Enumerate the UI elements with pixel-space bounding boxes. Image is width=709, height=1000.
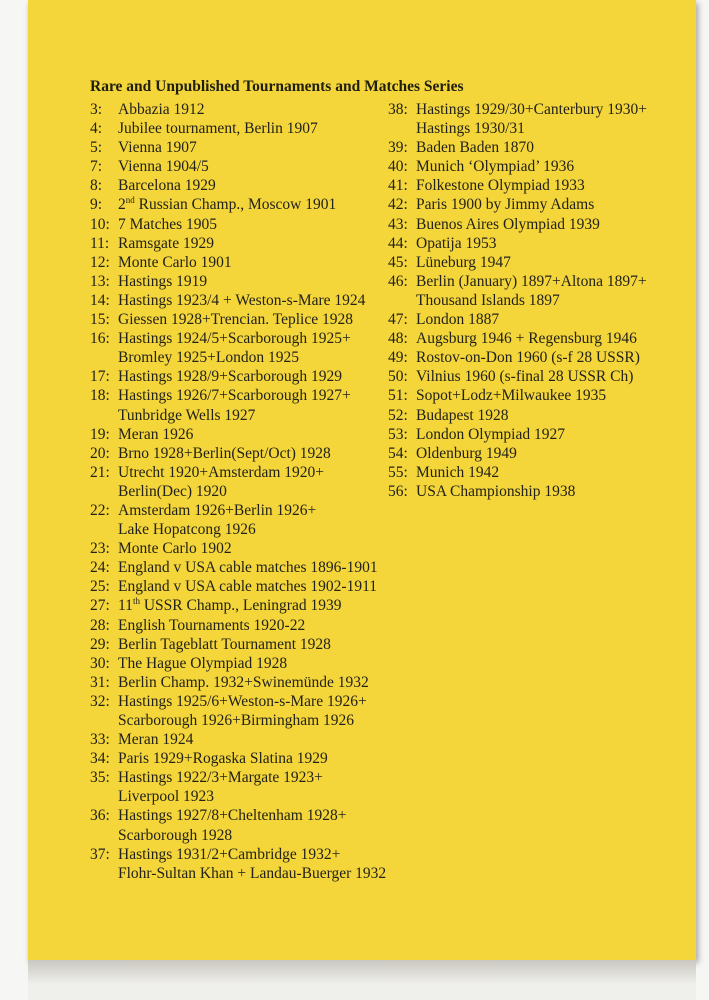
volume-number: 54: xyxy=(388,444,408,462)
list-item xyxy=(90,730,386,749)
volume-title: Hastings 1925/6+Weston-s-Mare 1926+ xyxy=(118,692,367,710)
list-item xyxy=(90,386,386,424)
volume-number: 46: xyxy=(388,272,408,290)
volume-title: Hastings 1931/2+Cambridge 1932+ xyxy=(118,845,341,863)
volume-title-continued: Bromley 1925+London 1925 xyxy=(118,349,299,367)
volume-number: 30: xyxy=(90,654,110,672)
volume-title: Brno 1928+Berlin(Sept/Oct) 1928 xyxy=(118,444,331,462)
volume-number: 41: xyxy=(388,177,408,195)
volume-title: Meran 1924 xyxy=(118,731,194,749)
list-item xyxy=(90,253,386,272)
list-item xyxy=(90,425,386,444)
volume-title: Hastings 1926/7+Scarborough 1927+ xyxy=(118,387,351,405)
volume-title: Baden Baden 1870 xyxy=(416,139,534,157)
list-item xyxy=(90,119,386,138)
list-item xyxy=(90,539,386,558)
list-item xyxy=(388,444,647,463)
volume-title: Sopot+Lodz+Milwaukee 1935 xyxy=(416,387,607,405)
volume-title-ordinal: 2 xyxy=(118,196,126,214)
volume-number: 52: xyxy=(388,406,408,424)
volume-title: Barcelona 1929 xyxy=(118,177,216,195)
volume-number: 37: xyxy=(90,845,110,863)
list-item xyxy=(90,635,386,654)
list-item xyxy=(90,444,386,463)
volume-title-ordinal: 11 xyxy=(118,597,133,615)
volume-number: 23: xyxy=(90,540,110,558)
volume-number: 43: xyxy=(388,215,408,233)
ordinal-suffix: nd xyxy=(125,195,135,206)
list-item xyxy=(90,577,386,596)
list-item xyxy=(388,215,647,234)
volume-title: Paris 1900 by Jimmy Adams xyxy=(416,196,595,214)
volume-title: London Olympiad 1927 xyxy=(416,425,565,443)
list-item xyxy=(90,558,386,577)
list-item xyxy=(90,845,386,883)
volume-title: Munich 1942 xyxy=(416,463,500,481)
volume-number: 15: xyxy=(90,311,110,329)
volume-title: Russian Champ., Moscow 1901 xyxy=(134,196,337,214)
volume-title-continued: Tunbridge Wells 1927 xyxy=(118,406,256,424)
volume-number: 42: xyxy=(388,196,408,214)
list-item xyxy=(388,234,647,253)
volume-title: Hastings 1922/3+Margate 1923+ xyxy=(118,769,323,787)
volume-number: 12: xyxy=(90,253,110,271)
volume-title: Hastings 1928/9+Scarborough 1929 xyxy=(118,368,343,386)
list-item xyxy=(90,138,386,157)
list-item xyxy=(90,310,386,329)
list-item xyxy=(90,291,386,310)
list-item xyxy=(90,673,386,692)
volume-number: 11: xyxy=(90,234,110,252)
list-item xyxy=(90,654,386,673)
list-item xyxy=(90,501,386,539)
volume-number: 40: xyxy=(388,158,408,176)
volume-title: Folkestone Olympiad 1933 xyxy=(416,177,585,195)
list-item xyxy=(90,768,386,806)
volume-number: 21: xyxy=(90,463,110,481)
list-item xyxy=(388,482,647,501)
volume-title: USA Championship 1938 xyxy=(416,482,576,500)
list-item xyxy=(388,138,647,157)
volume-title: Hastings 1924/5+Scarborough 1925+ xyxy=(118,330,351,348)
volume-title: USSR Champ., Leningrad 1939 xyxy=(139,597,342,615)
volume-title: Oldenburg 1949 xyxy=(416,444,517,462)
volume-number: 55: xyxy=(388,463,408,481)
volume-number: 17: xyxy=(90,368,110,386)
volume-title: Buenos Aires Olympiad 1939 xyxy=(416,215,600,233)
list-item xyxy=(90,157,386,176)
volume-title: England v USA cable matches 1896-1901 xyxy=(118,559,378,577)
volume-number: 24: xyxy=(90,559,110,577)
list-item xyxy=(90,215,386,234)
list-item xyxy=(388,406,647,425)
volume-number: 18: xyxy=(90,387,110,405)
volume-title: English Tournaments 1920-22 xyxy=(118,616,306,634)
volume-number: 5: xyxy=(90,139,103,157)
volume-number: 29: xyxy=(90,635,110,653)
volume-title: Amsterdam 1926+Berlin 1926+ xyxy=(118,501,317,519)
volume-number: 51: xyxy=(388,387,408,405)
volume-title: Hastings 1927/8+Cheltenham 1928+ xyxy=(118,807,347,825)
volume-title: Hastings 1923/4 + Weston-s-Mare 1924 xyxy=(118,291,366,309)
volume-title: Hastings 1919 xyxy=(118,272,208,290)
list-item xyxy=(388,367,647,386)
volume-title-continued: Flohr-Sultan Khan + Landau-Buerger 1932 xyxy=(118,864,387,882)
volume-title: Berlin Champ. 1932+Swinemünde 1932 xyxy=(118,673,369,691)
volume-title: 7 Matches 1905 xyxy=(118,215,218,233)
volume-number: 4: xyxy=(90,120,103,138)
list-item xyxy=(90,596,386,615)
volume-number: 48: xyxy=(388,330,408,348)
volume-number: 25: xyxy=(90,578,110,596)
volume-title: Abbazia 1912 xyxy=(118,101,205,118)
volume-number: 45: xyxy=(388,253,408,271)
list-item xyxy=(388,253,647,272)
list-item xyxy=(388,157,647,176)
list-item xyxy=(388,272,647,310)
volume-number: 7: xyxy=(90,158,103,176)
list-item xyxy=(90,616,386,635)
series-heading: Rare and Unpublished Tournaments and Matches Series xyxy=(90,78,464,95)
volume-title-continued: Hastings 1930/31 xyxy=(416,120,525,138)
volume-number: 16: xyxy=(90,330,110,348)
volume-number: 13: xyxy=(90,272,110,290)
volume-title: Munich ‘Olympiad’ 1936 xyxy=(416,158,575,176)
volume-title: Vienna 1907 xyxy=(118,139,197,157)
volume-title: England v USA cable matches 1902-1911 xyxy=(118,578,377,596)
volume-title: Augsburg 1946 + Regensburg 1946 xyxy=(416,330,637,348)
list-item xyxy=(388,176,647,195)
volume-title-continued: Berlin(Dec) 1920 xyxy=(118,482,227,500)
volume-title: Ramsgate 1929 xyxy=(118,234,214,252)
list-item xyxy=(90,463,386,501)
volume-title: Berlin (January) 1897+Altona 1897+ xyxy=(416,272,647,290)
volume-number: 32: xyxy=(90,692,110,710)
right-column xyxy=(388,100,647,501)
volume-number: 22: xyxy=(90,501,110,519)
list-item xyxy=(90,329,386,367)
list-item xyxy=(388,195,647,214)
volume-title: London 1887 xyxy=(416,311,500,329)
volume-title: Jubilee tournament, Berlin 1907 xyxy=(118,120,318,138)
volume-number: 49: xyxy=(388,349,408,367)
list-item xyxy=(388,100,647,138)
volume-number: 36: xyxy=(90,807,110,825)
volume-number: 56: xyxy=(388,482,408,500)
volume-number: 27: xyxy=(90,597,110,615)
list-item xyxy=(90,749,386,768)
volume-title-continued: Lake Hopatcong 1926 xyxy=(118,521,256,539)
volume-title: Rostov-on-Don 1960 (s-f 28 USSR) xyxy=(416,349,640,367)
list-item xyxy=(388,386,647,405)
volume-title: Vienna 1904/5 xyxy=(118,158,209,176)
volume-title: Monte Carlo 1902 xyxy=(118,540,232,558)
volume-number: 35: xyxy=(90,769,110,787)
volume-number: 14: xyxy=(90,291,110,309)
volume-number: 28: xyxy=(90,616,110,634)
list-item xyxy=(90,692,386,730)
volume-number: 39: xyxy=(388,139,408,157)
volume-number: 47: xyxy=(388,311,408,329)
volume-title: Berlin Tageblatt Tournament 1928 xyxy=(118,635,331,653)
volume-title-continued: Thousand Islands 1897 xyxy=(416,291,560,309)
list-item xyxy=(90,367,386,386)
list-item xyxy=(388,310,647,329)
list-item xyxy=(90,176,386,195)
left-column xyxy=(90,100,386,883)
list-item xyxy=(388,348,647,367)
volume-number: 50: xyxy=(388,368,408,386)
volume-title-continued: Scarborough 1926+Birmingham 1926 xyxy=(118,712,355,729)
volume-title-continued: Scarborough 1928 xyxy=(118,826,233,844)
volume-title-continued: Liverpool 1923 xyxy=(118,788,214,806)
list-item xyxy=(90,100,386,119)
list-item xyxy=(90,272,386,291)
volume-title: Budapest 1928 xyxy=(416,406,509,424)
volume-number: 53: xyxy=(388,425,408,443)
volume-title: Vilnius 1960 (s-final 28 USSR Ch) xyxy=(416,368,634,386)
volume-number: 31: xyxy=(90,673,110,691)
list-item xyxy=(388,425,647,444)
volume-number: 33: xyxy=(90,731,110,749)
volume-number: 20: xyxy=(90,444,110,462)
list-item xyxy=(90,806,386,844)
list-item xyxy=(90,195,386,214)
volume-title: Paris 1929+Rogaska Slatina 1929 xyxy=(118,750,328,768)
volume-number: 44: xyxy=(388,234,408,252)
volume-number: 38: xyxy=(388,101,408,118)
list-item xyxy=(90,234,386,253)
volume-title: Meran 1926 xyxy=(118,425,194,443)
list-item xyxy=(388,463,647,482)
page-edge-shadow xyxy=(28,960,696,1000)
volume-number: 3: xyxy=(90,101,103,118)
volume-number: 9: xyxy=(90,196,103,214)
list-item xyxy=(388,329,647,348)
volume-number: 10: xyxy=(90,215,110,233)
volume-title: Giessen 1928+Trencian. Teplice 1928 xyxy=(118,311,353,329)
ordinal-suffix: th xyxy=(132,596,140,607)
volume-number: 19: xyxy=(90,425,110,443)
volume-title: Monte Carlo 1901 xyxy=(118,253,232,271)
volume-title: The Hague Olympiad 1928 xyxy=(118,654,288,672)
volume-title: Hastings 1929/30+Canterbury 1930+ xyxy=(416,101,648,118)
volume-title: Opatija 1953 xyxy=(416,234,497,252)
volume-title: Utrecht 1920+Amsterdam 1920+ xyxy=(118,463,325,481)
volume-title: Lüneburg 1947 xyxy=(416,253,511,271)
volume-number: 34: xyxy=(90,750,110,768)
volume-number: 8: xyxy=(90,177,103,195)
